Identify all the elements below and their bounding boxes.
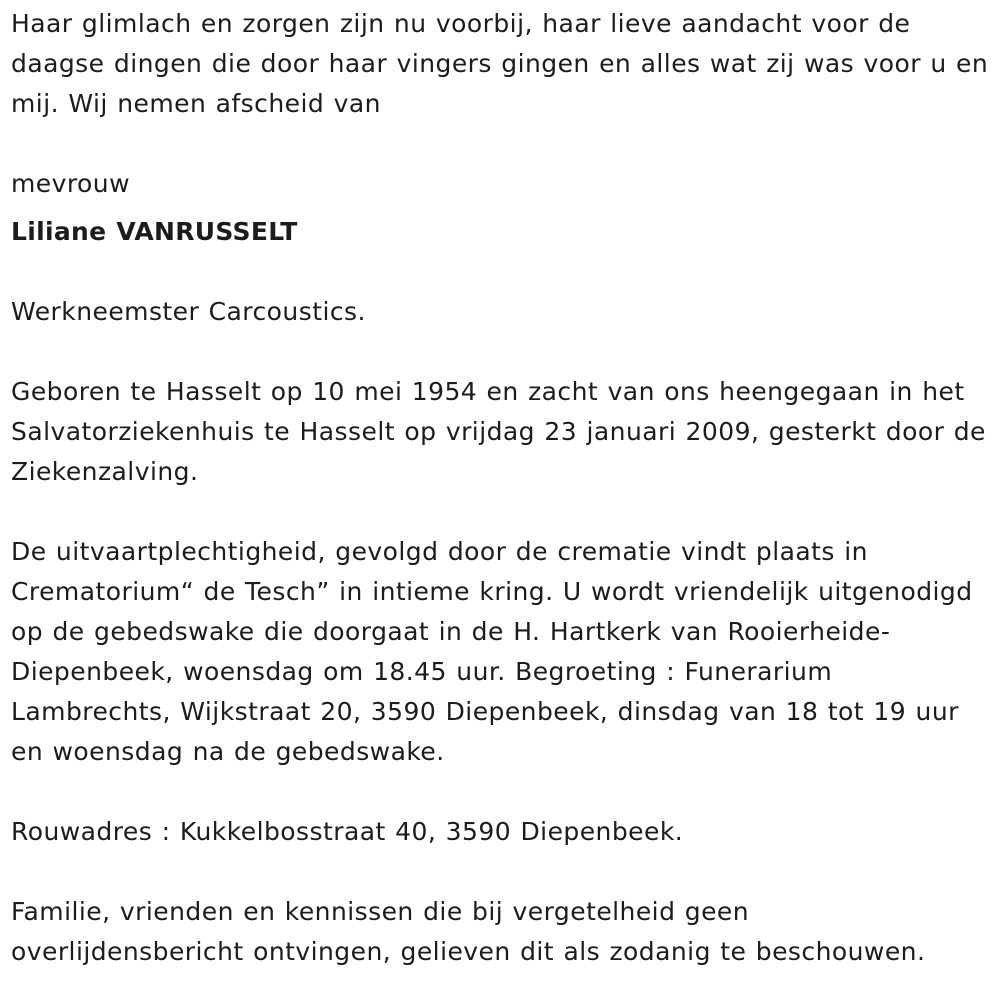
intro-paragraph: Haar glimlach en zorgen zijn nu voorbij, haar lieve aandacht voor de daagse dingen die door haar vingers gingen en alles wat zij was voor u en mij. Wij nemen afscheid van (11, 9, 989, 118)
ceremony-paragraph: De uitvaartplechtigheid, gevolgd door de crematie vindt plaats in Crematorium“ de Tesch” in intieme kring. U wordt vriendelijk uitgenodigd op de gebedswake die doorgaat in de H. Hartkerk van Rooierheide-Diepenbeek, woensdag om 18.45 uur. Begroeting : Funerarium Lambrechts, Wijkstraat 20, 3590 Diepenbeek, dinsdag van 18 tot 19 uur en woensdag na de gebedswake. (11, 537, 973, 766)
spacer (11, 852, 991, 892)
deceased-name: Liliane VANRUSSELT (11, 217, 298, 246)
spacer (11, 124, 991, 164)
spacer (11, 772, 991, 812)
spacer (11, 204, 991, 212)
title-prefix: mevrouw (11, 169, 130, 198)
closing-paragraph: Familie, vrienden en kennissen die bij vergetelheid geen overlijdensbericht ontvingen, gelieven dit als zodanig te beschouwen. (11, 897, 926, 966)
spacer (11, 492, 991, 532)
spacer (11, 332, 991, 372)
birth-death-paragraph: Geboren te Hasselt op 10 mei 1954 en zacht van ons heengegaan in het Salvatorziekenhuis te Hasselt op vrijdag 23 januari 2009, gesterkt door de Ziekenzalving. (11, 377, 986, 486)
mourning-address: Rouwadres : Kukkelbosstraat 40, 3590 Diepenbeek. (11, 817, 684, 846)
obituary-document (11, 4, 991, 972)
occupation-line: Werkneemster Carcoustics. (11, 297, 366, 326)
spacer (11, 252, 991, 292)
